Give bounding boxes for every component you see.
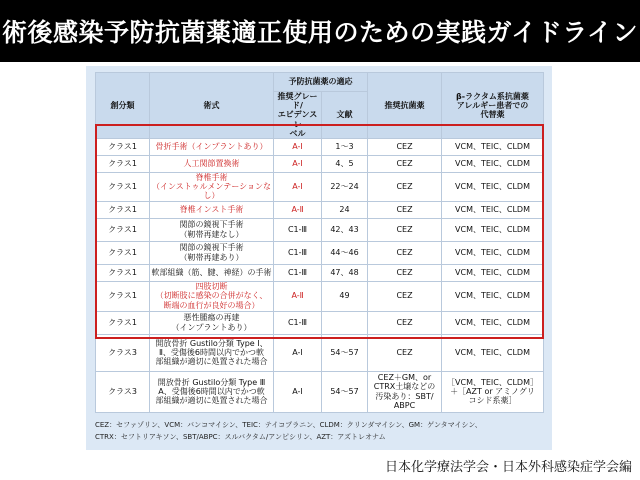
- header-references: 文献: [322, 92, 368, 139]
- cell-procedure: 軟部組織（筋、腱、神経）の手術: [150, 264, 274, 281]
- cell-wound-class: クラス1: [96, 155, 150, 172]
- cell-grade: A-Ⅱ: [274, 201, 322, 218]
- cell-grade: C1-Ⅲ: [274, 311, 322, 334]
- cell-recommended: CEZ: [368, 281, 442, 311]
- cell-recommended: CEZ＋GM、or CTRX土壌などの 汚染あり：SBT/ ABPC: [368, 371, 442, 412]
- cell-grade: C1-Ⅲ: [274, 264, 322, 281]
- header-procedure: 術式: [150, 73, 274, 139]
- table-row: [96, 241, 544, 264]
- table-row: [96, 311, 544, 334]
- cell-grade: A-Ⅰ: [274, 138, 322, 155]
- cell-wound-class: クラス1: [96, 241, 150, 264]
- cell-grade: A-Ⅰ: [274, 172, 322, 201]
- cell-recommended: CEZ: [368, 311, 442, 334]
- footnote-line: CEZ：セファゾリン、VCM：バンコマイシン、TEIC：テイコプラニン、CLDM：クリンダマイシン、GM：ゲンタマイシン、: [95, 421, 482, 429]
- cell-wound-class: クラス1: [96, 138, 150, 155]
- cell-procedure: 関節の鏡視下手術 （靭帯再建あり）: [150, 241, 274, 264]
- cell-recommended: CEZ: [368, 218, 442, 241]
- cell-references: 49: [322, 281, 368, 311]
- cell-wound-class: クラス3: [96, 334, 150, 371]
- cell-wound-class: クラス1: [96, 172, 150, 201]
- cell-recommended: CEZ: [368, 155, 442, 172]
- cell-procedure: 骨折手術（インプラントあり）: [150, 138, 274, 155]
- cell-references: 54～57: [322, 334, 368, 371]
- cell-procedure: 脊椎インスト手術: [150, 201, 274, 218]
- cell-references: 24: [322, 201, 368, 218]
- cell-references: 4、5: [322, 155, 368, 172]
- cell-recommended: CEZ: [368, 138, 442, 155]
- cell-references: 54～57: [322, 371, 368, 412]
- cell-procedure: 関節の鏡視下手術 （靭帯再建なし）: [150, 218, 274, 241]
- abbreviation-footnote: [95, 419, 543, 443]
- cell-grade: A-Ⅱ: [274, 281, 322, 311]
- table-row: [96, 218, 544, 241]
- cell-wound-class: クラス1: [96, 311, 150, 334]
- cell-wound-class: クラス1: [96, 218, 150, 241]
- cell-recommended: CEZ: [368, 201, 442, 218]
- table-row: [96, 172, 544, 201]
- cell-wound-class: クラス1: [96, 264, 150, 281]
- cell-references: 22～24: [322, 172, 368, 201]
- table-row: [96, 281, 544, 311]
- cell-alternative: VCM、TEIC、CLDM: [442, 138, 544, 155]
- header-allergy-alternative: β-ラクタム系抗菌薬 アレルギー患者での 代替薬: [442, 73, 544, 139]
- cell-alternative: VCM、TEIC、CLDM: [442, 311, 544, 334]
- cell-alternative: VCM、TEIC、CLDM: [442, 218, 544, 241]
- cell-wound-class: クラス1: [96, 281, 150, 311]
- cell-wound-class: クラス1: [96, 201, 150, 218]
- table-row: [96, 334, 544, 371]
- cell-references: 47、48: [322, 264, 368, 281]
- table-row: [96, 201, 544, 218]
- cell-procedure: 開放骨折 Gustilo分類 Type Ⅲ A、受傷後6時間以内でかつ軟 部組織が適切に処置された場合: [150, 371, 274, 412]
- cell-procedure: 四肢切断 （切断肢に感染の合併がなく、 断端の血行が良好の場合）: [150, 281, 274, 311]
- cell-references: 44～46: [322, 241, 368, 264]
- cell-alternative: VCM、TEIC、CLDM: [442, 241, 544, 264]
- cell-alternative: VCM、TEIC、CLDM: [442, 334, 544, 371]
- cell-recommended: CEZ: [368, 241, 442, 264]
- cell-recommended: CEZ: [368, 172, 442, 201]
- footnote-line: CTRX：セフトリアキソン、SBT/ABPC：スルバクタム/アンピシリン、AZT：アズトレオナム: [95, 433, 386, 441]
- cell-grade: C1-Ⅲ: [274, 218, 322, 241]
- table-row: [96, 264, 544, 281]
- cell-recommended: CEZ: [368, 264, 442, 281]
- table-row: [96, 155, 544, 172]
- cell-references: [322, 311, 368, 334]
- cell-alternative: VCM、TEIC、CLDM: [442, 264, 544, 281]
- cell-recommended: CEZ: [368, 334, 442, 371]
- header-wound-class: 創分類: [96, 73, 150, 139]
- table-header-row: [96, 73, 544, 92]
- source-attribution: 日本化学療法学会・日本外科感染症学会編: [384, 460, 632, 475]
- table-row: [96, 371, 544, 412]
- cell-grade: A-Ⅰ: [274, 371, 322, 412]
- guideline-table: [95, 72, 544, 413]
- cell-alternative: ［VCM、TEIC、CLDM］ ＋［AZT or アミノグリ コシド系薬］: [442, 371, 544, 412]
- cell-alternative: VCM、TEIC、CLDM: [442, 201, 544, 218]
- cell-procedure: 人工関節置換術: [150, 155, 274, 172]
- cell-wound-class: クラス3: [96, 371, 150, 412]
- cell-procedure: 脊椎手術 （インストゥルメンテーションなし）: [150, 172, 274, 201]
- slide-title: 術後感染予防抗菌薬適正使用のための実践ガイドライン: [0, 0, 640, 62]
- cell-procedure: 開放骨折 Gustilo分類 Type Ⅰ、 Ⅱ、受傷後6時間以内でかつ軟 部組織が適切に処置された場合: [150, 334, 274, 371]
- cell-grade: A-Ⅰ: [274, 155, 322, 172]
- cell-references: 1～3: [322, 138, 368, 155]
- cell-grade: C1-Ⅲ: [274, 241, 322, 264]
- cell-references: 42、43: [322, 218, 368, 241]
- cell-grade: A-Ⅰ: [274, 334, 322, 371]
- cell-alternative: VCM、TEIC、CLDM: [442, 281, 544, 311]
- table-row: [96, 138, 544, 155]
- cell-alternative: VCM、TEIC、CLDM: [442, 155, 544, 172]
- header-recommended-antibiotic: 推奨抗菌薬: [368, 73, 442, 139]
- header-indication-group: 予防抗菌薬の適応: [274, 73, 368, 92]
- header-grade: 推奨グレード/ エビデンスレ ベル: [274, 92, 322, 139]
- cell-procedure: 悪性腫瘍の再建 （インプラントあり）: [150, 311, 274, 334]
- cell-alternative: VCM、TEIC、CLDM: [442, 172, 544, 201]
